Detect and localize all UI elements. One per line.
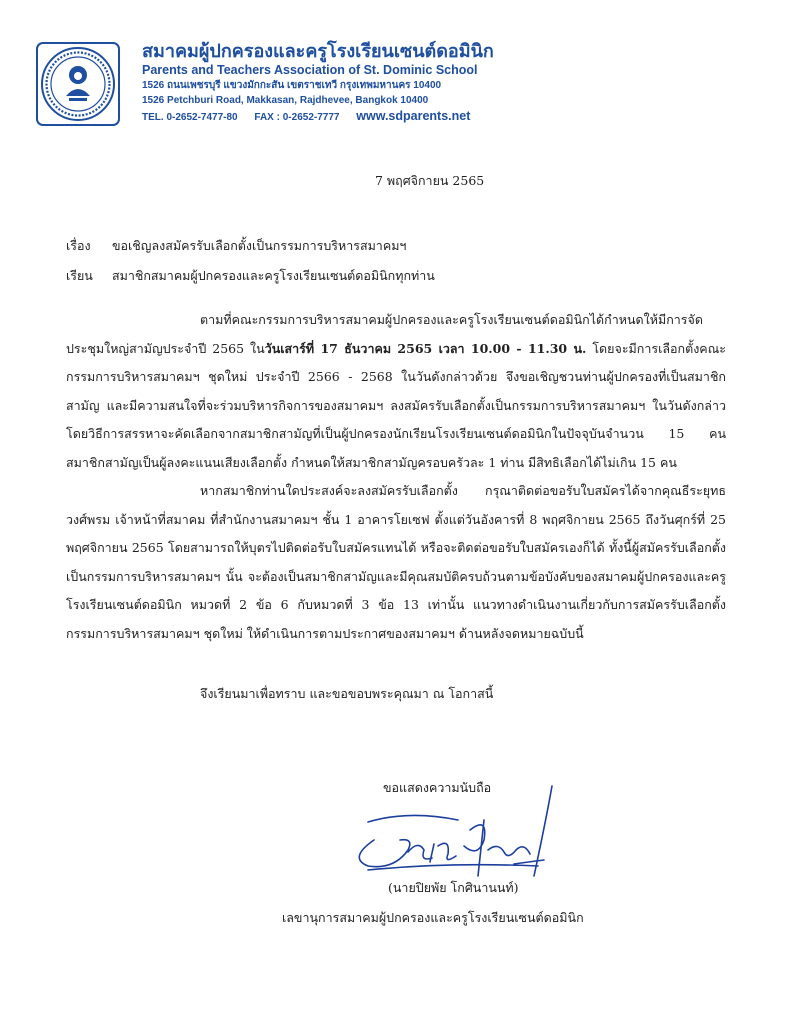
recipient-line bbox=[66, 266, 435, 286]
signature-icon bbox=[338, 780, 568, 890]
fax-number: FAX : 0-2652-7777 bbox=[254, 112, 340, 123]
association-seal-icon bbox=[36, 42, 120, 126]
paragraph-1-rest: โดยจะมีการเลือกตั้งคณะกรรมการบริหารสมาคมฯ ชุดใหม่ ประจำปี 2566 - 2568 ในวันดังกล่าวด้วย จึงขอเชิญชวนท่านผู้ปกครองที่เป็นสมาชิกสามัญ และมีความสนใจที่จะร่วมบริหารกิจการของสมาคมฯ ลงสมัครรับเลือกตั้งเป็นกรรมการบริหารสมาคมฯ ในวันดังกล่าว โดยวิธีการสรรหาจะคัดเลือกจากสมาชิกสามัญที่เป็นผู้ปกครองนักเรียนโรงเรียนเซนต์ดอมินิกในปัจจุบันจำนวน 15 คน สมาชิกสามัญเป็นผู้ลงคะแนนเสียงเลือกตั้ง กำหนดให้สมาชิกสามัญครอบครัวละ 1 ท่าน มีสิทธิเลือกได้ไม่เกิน 15 คน bbox=[66, 340, 726, 470]
closing-line: จึงเรียนมาเพื่อทราบ และขอขอบพระคุณมา ณ โอกาสนี้ bbox=[200, 686, 494, 701]
phone-number: TEL. 0-2652-7477-80 bbox=[142, 112, 238, 123]
subject-label: เรื่อง bbox=[66, 238, 91, 253]
recipient-text: สมาชิกสมาคมผู้ปกครองและครูโรงเรียนเซนต์ดอมินิกทุกท่าน bbox=[111, 268, 435, 283]
paragraph-1-intro: ตามที่คณะกรรมการบริหารสมาคมผู้ปกครองและครูโรงเรียนเซนต์ดอมินิกได้กำหนดให้มีการจัดประชุมใหญ่สามัญประจำปี 2565 ใน bbox=[66, 312, 703, 356]
paragraph-1 bbox=[66, 306, 726, 477]
letter-body bbox=[66, 306, 726, 648]
letterhead bbox=[36, 40, 756, 130]
address-english: 1526 Petchburi Road, Makkasan, Rajdhevee, Bangkok 10400 bbox=[142, 95, 429, 106]
regards-line: ขอแสดงความนับถือ bbox=[383, 780, 492, 795]
subject-text: ขอเชิญลงสมัครรับเลือกตั้งเป็นกรรมการบริหารสมาคมฯ bbox=[111, 238, 407, 253]
signer-position: เลขานุการสมาคมผู้ปกครองและครูโรงเรียนเซนต์ดอมินิก bbox=[282, 910, 584, 925]
recipient-label: เรียน bbox=[66, 268, 93, 283]
org-name-english: Parents and Teachers Association of St. Dominic School bbox=[142, 63, 478, 77]
contact-line bbox=[142, 108, 762, 126]
letterhead-text bbox=[142, 40, 762, 126]
website-link[interactable]: www.sdparents.net bbox=[356, 109, 471, 123]
paragraph-2: หากสมาชิกท่านใดประสงค์จะลงสมัครรับเลือกตั้ง กรุณาติดต่อขอรับใบสมัครได้จากคุณธีระยุทธ วงศ์พรม เจ้าหน้าที่สมาคม ที่สำนักงานสมาคมฯ ชั้น 1 อาคารโยเซฟ ตั้งแต่วันอังคารที่ 8 พฤศจิกายน 2565 ถึงวันศุกร์ที่ 25 พฤศจิกายน 2565 โดยสามารถให้บุตรไปติดต่อรับใบสมัครแทนได้ หรือจะติดต่อขอรับใบสมัครเองก็ได้ ทั้งนี้ผู้สมัครรับเลือกตั้งเป็นกรรมการบริหารสมาคมฯ นั้น จะต้องเป็นสมาชิกสามัญและมีคุณสมบัติครบถ้วนตามข้อบังคับของสมาคมผู้ปกครองและครูโรงเรียนเซนต์ดอมินิก หมวดที่ 2 ข้อ 6 กับหมวดที่ 3 ข้อ 13 เท่านั้น แนวทางดำเนินงานเกี่ยวกับการสมัครรับเลือกตั้งกรรมการบริหารสมาคมฯ ชุดใหม่ ให้ดำเนินการตามประกาศของสมาคมฯ ด้านหลังจดหมายฉบับนี้ bbox=[66, 483, 726, 641]
meeting-datetime: วันเสาร์ที่ 17 ธันวาคม 2565 เวลา 10.00 - 11.30 น. bbox=[264, 340, 587, 356]
org-name-thai: สมาคมผู้ปกครองและครูโรงเรียนเซนต์ดอมินิก bbox=[142, 41, 494, 61]
address-thai: 1526 ถนนเพชรบุรี แขวงมักกะสัน เขตราชเทวี กรุงเทพมหานคร 10400 bbox=[142, 80, 442, 91]
letter-date: 7 พฤศจิกายน 2565 bbox=[375, 173, 485, 188]
signer-name: (นายปิยพัย โกศินานนท์) bbox=[388, 880, 519, 895]
subject-line bbox=[66, 236, 406, 256]
